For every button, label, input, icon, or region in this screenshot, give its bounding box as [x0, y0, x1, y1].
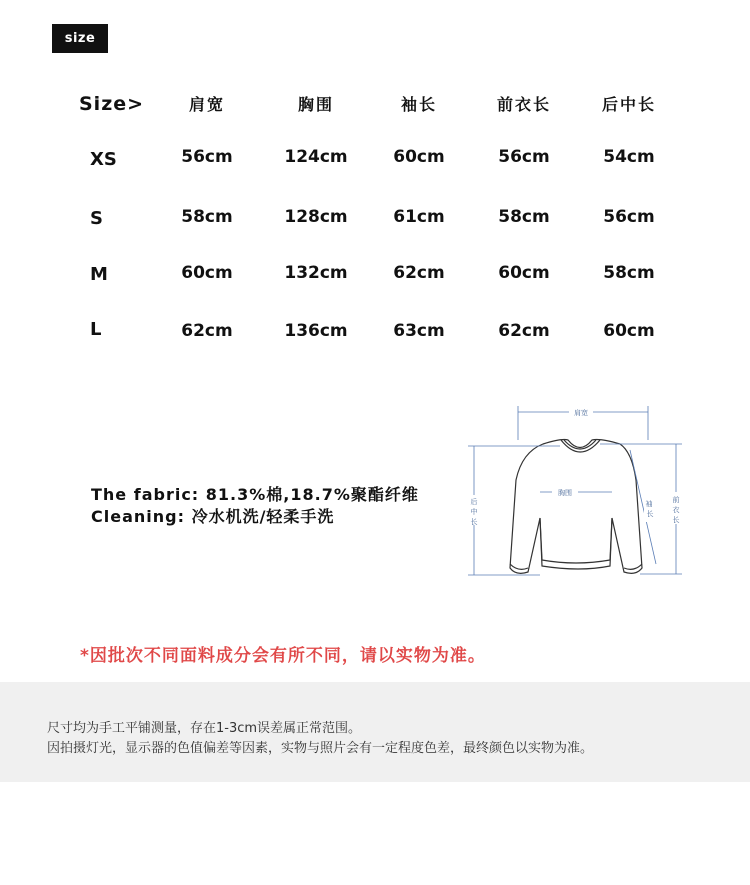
table-cell: 60cm [603, 321, 655, 341]
table-cell: 128cm [284, 207, 348, 227]
table-cell: 136cm [284, 321, 348, 341]
front-length-label-1: 前 [672, 496, 680, 504]
size-column-header: Size> [79, 93, 145, 115]
table-cell: 62cm [181, 321, 233, 341]
size-tag: size [52, 24, 108, 53]
table-cell: 58cm [181, 207, 233, 227]
table-cell: 60cm [498, 263, 550, 283]
sleeve-label-2: 长 [646, 510, 654, 518]
table-cell: 56cm [498, 147, 550, 167]
table-cell: 54cm [603, 147, 655, 167]
table-cell: 58cm [498, 207, 550, 227]
header-chest: 胸围 [297, 95, 335, 114]
batch-notice: *因批次不同面料成分会有所不同，请以实物为准。 [80, 646, 486, 666]
table-cell: 62cm [498, 321, 550, 341]
table-cell: 60cm [393, 147, 445, 167]
cleaning-line: Cleaning: 冷水机洗/轻柔手洗 [91, 507, 335, 526]
sweater-measurement-diagram [460, 400, 700, 585]
table-cell: 58cm [603, 263, 655, 283]
footer-line-color: 因拍摄灯光，显示器的色值偏差等因素，实物与照片会有一定程度色差，最终颜色以实物为准。 [47, 741, 594, 756]
back-length-label-1: 后 [470, 498, 478, 506]
row-size-label: M [90, 264, 108, 285]
table-cell: 124cm [284, 147, 348, 167]
header-sleeve-length: 袖长 [400, 95, 438, 114]
header-shoulder-width: 肩宽 [188, 95, 226, 114]
table-cell: 63cm [393, 321, 445, 341]
table-cell: 61cm [393, 207, 445, 227]
front-length-label-3: 长 [672, 516, 680, 524]
chest-measure [540, 487, 612, 497]
footer-note [0, 682, 750, 782]
row-size-label: XS [90, 149, 117, 170]
back-length-label-3: 长 [470, 518, 478, 526]
table-cell: 62cm [393, 263, 445, 283]
header-back-length: 后中长 [601, 95, 657, 114]
table-cell: 132cm [284, 263, 348, 283]
front-length-label-2: 衣 [672, 506, 680, 514]
chest-label: 胸围 [558, 489, 572, 497]
table-cell: 56cm [181, 147, 233, 167]
back-length-label-2: 中 [470, 508, 478, 516]
row-size-label: S [90, 208, 103, 229]
table-cell: 56cm [603, 207, 655, 227]
table-cell: 60cm [181, 263, 233, 283]
fabric-line: The fabric: 81.3%棉,18.7%聚酯纤维 [91, 485, 419, 504]
shoulder-label: 肩宽 [574, 409, 588, 417]
row-size-label: L [90, 319, 102, 340]
sleeve-label-1: 袖 [645, 500, 653, 508]
sweater-outline [510, 440, 642, 574]
fabric-info [91, 484, 419, 528]
header-front-length: 前衣长 [496, 95, 552, 114]
footer-line-measurement: 尺寸均为手工平铺测量，存在1-3cm误差属正常范围。 [47, 721, 362, 736]
